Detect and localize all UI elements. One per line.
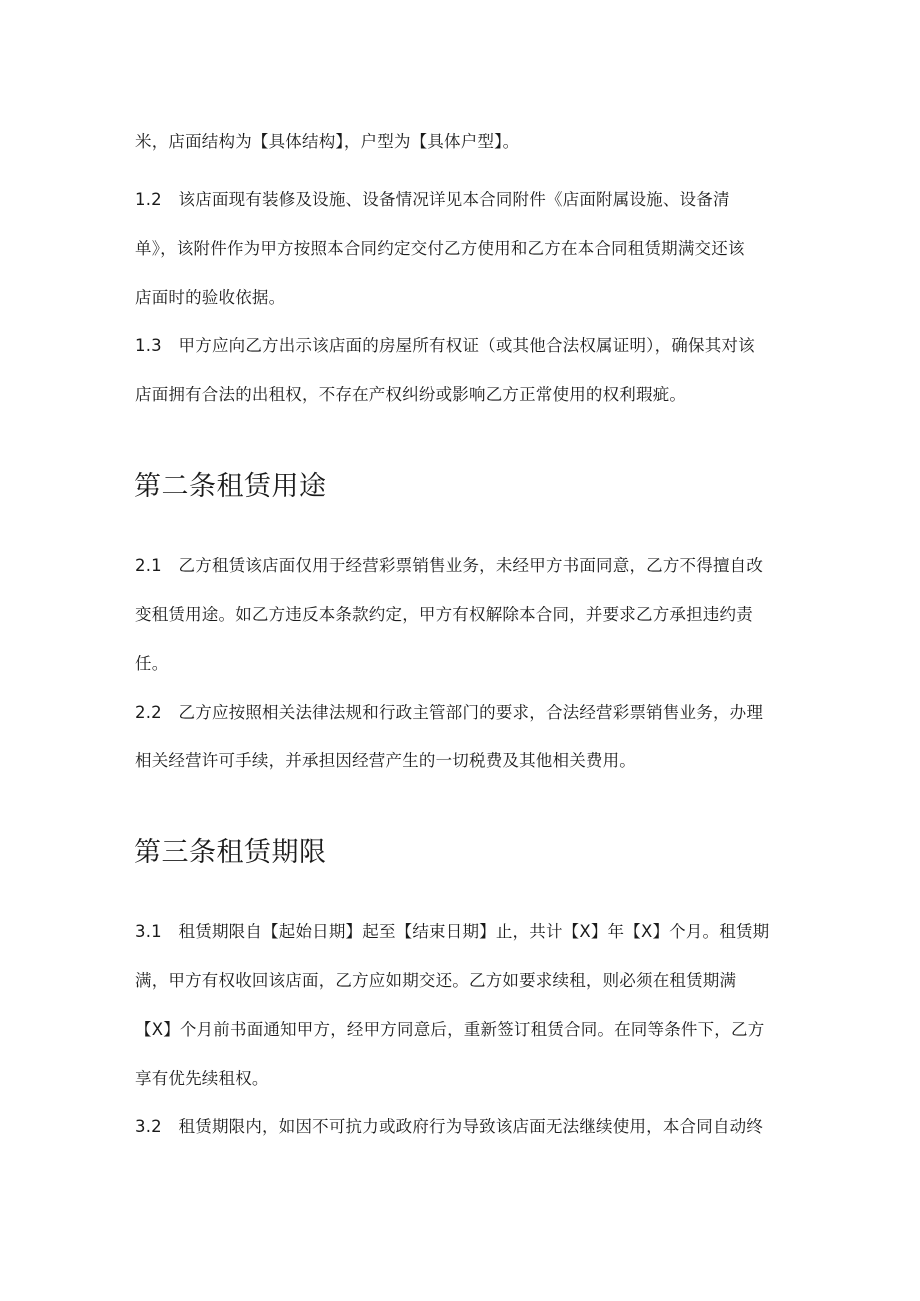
clause-1-3-line-1: 1.3 甲方应向乙方出示该店面的房屋所有权证（或其他合法权属证明），确保其对该 bbox=[135, 336, 755, 355]
clause-2-1-line-3: 任。 bbox=[135, 654, 169, 673]
clause-1-2-line-1: 1.2 该店面现有装修及设施、设备情况详见本合同附件《店面附属设施、设备清 bbox=[135, 190, 730, 209]
clause-2-2-line-1: 2.2 乙方应按照相关法律法规和行政主管部门的要求，合法经营彩票销售业务，办理 bbox=[135, 703, 764, 722]
intro-tail-line: 米，店面结构为【具体结构】，户型为【具体户型】。 bbox=[135, 132, 520, 151]
clause-3-1-line-3: 【X】个月前书面通知甲方，经甲方同意后，重新签订租赁合同。在同等条件下，乙方 bbox=[135, 1020, 765, 1039]
clause-1-2-line-3: 店面时的验收依据。 bbox=[135, 288, 286, 307]
article-2-heading: 第二条租赁用途 bbox=[134, 471, 327, 502]
clause-3-1-line-1: 3.1 租赁期限自【起始日期】起至【结束日期】止，共计【X】年【X】个月。租赁期 bbox=[135, 922, 770, 941]
clause-1-2-line-2: 单》，该附件作为甲方按照本合同约定交付乙方使用和乙方在本合同租赁期满交还该 bbox=[135, 239, 745, 258]
clause-2-2-line-2: 相关经营许可手续，并承担因经营产生的一切税费及其他相关费用。 bbox=[135, 751, 636, 770]
clause-2-1-line-1: 2.1 乙方租赁该店面仅用于经营彩票销售业务，未经甲方书面同意，乙方不得擅自改 bbox=[135, 556, 764, 575]
clause-1-3-line-2: 店面拥有合法的出租权，不存在产权纠纷或影响乙方正常使用的权利瑕疵。 bbox=[135, 385, 687, 404]
clause-3-1-line-4: 享有优先续租权。 bbox=[135, 1069, 269, 1088]
article-3-heading: 第三条租赁期限 bbox=[134, 837, 327, 868]
clause-2-1-line-2: 变租赁用途。如乙方违反本条款约定，甲方有权解除本合同，并要求乙方承担违约责 bbox=[135, 605, 753, 624]
clause-3-2-line-1: 3.2 租赁期限内，如因不可抗力或政府行为导致该店面无法继续使用，本合同自动终 bbox=[135, 1117, 764, 1136]
clause-3-1-line-2: 满，甲方有权收回该店面，乙方应如期交还。乙方如要求续租，则必须在租赁期满 bbox=[135, 971, 737, 990]
